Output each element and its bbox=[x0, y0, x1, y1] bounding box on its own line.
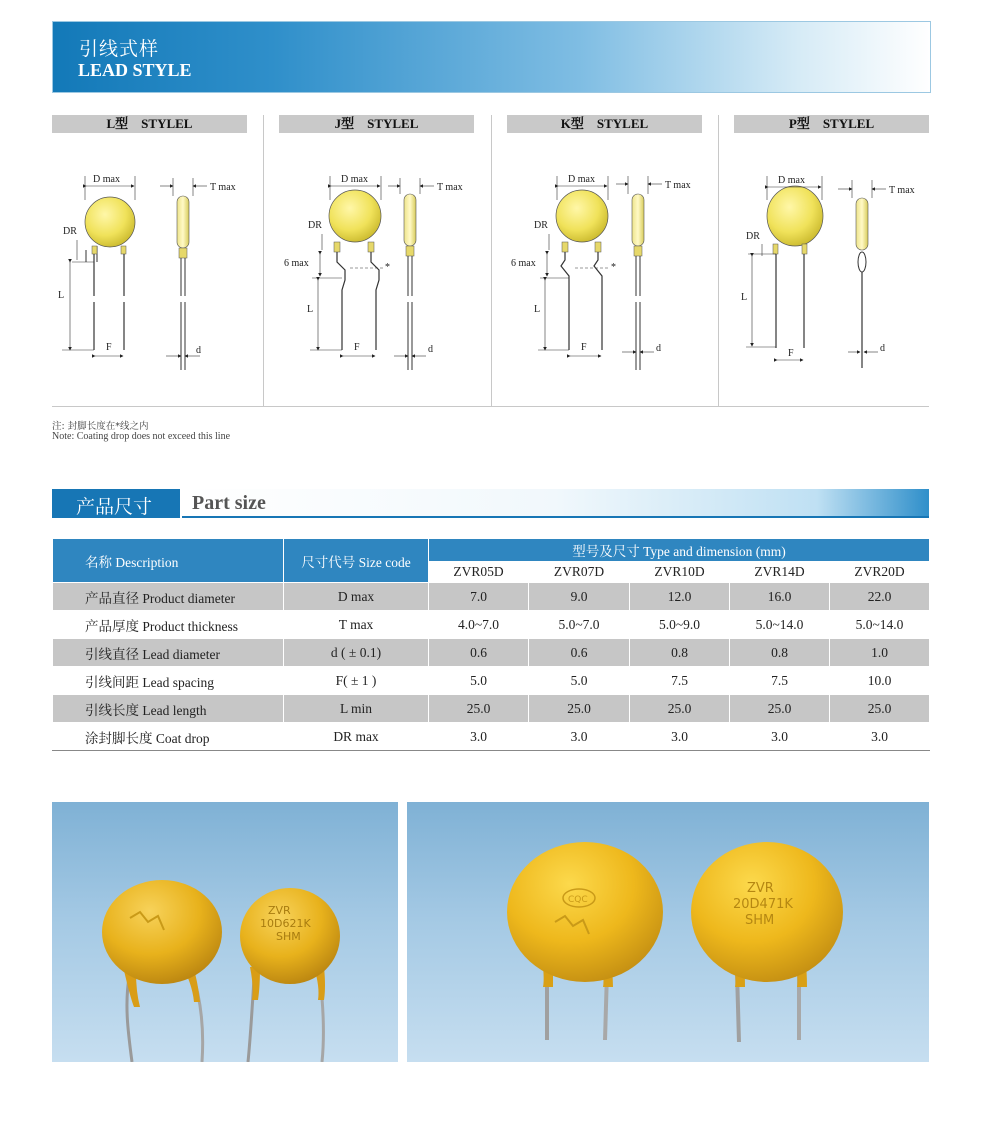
table-cell: 0.8 bbox=[730, 639, 830, 667]
lead-style-diagrams bbox=[0, 0, 1000, 410]
table-cell: 0.6 bbox=[429, 639, 529, 667]
row-description: 产品直径 Product diameter bbox=[53, 583, 284, 611]
model-header: ZVR20D bbox=[830, 562, 930, 583]
part-size-title-cn: 产品尺寸 bbox=[76, 496, 153, 518]
part-size-banner-left bbox=[52, 489, 180, 518]
label-t-max: T max bbox=[889, 185, 915, 196]
part-size-banner-right bbox=[182, 489, 929, 518]
part-size-table bbox=[52, 538, 930, 751]
row-code: D max bbox=[284, 583, 429, 611]
diagram-p-style bbox=[741, 175, 915, 368]
style-label-p: P型 STYLEL bbox=[734, 115, 929, 133]
marking-line: 20D471K bbox=[733, 897, 793, 912]
diagram-k-style bbox=[511, 174, 691, 370]
label-t-max: T max bbox=[210, 182, 236, 193]
row-description: 涂封脚长度 Coat drop bbox=[53, 723, 284, 751]
label-dr: DR bbox=[534, 220, 548, 231]
table-cell: 25.0 bbox=[830, 695, 930, 723]
label-star: * bbox=[611, 262, 616, 273]
table-cell: 7.5 bbox=[730, 667, 830, 695]
table-cell: 22.0 bbox=[830, 583, 930, 611]
diagram-l-style bbox=[58, 174, 236, 370]
row-code: F( ± 1 ) bbox=[284, 667, 429, 695]
table-cell: 3.0 bbox=[529, 723, 630, 751]
marking-line: 10D621K bbox=[260, 917, 311, 930]
header-description: 名称 Description bbox=[53, 539, 284, 583]
table-cell: 5.0~9.0 bbox=[630, 611, 730, 639]
label-d: d bbox=[428, 344, 433, 355]
label-d-max: D max bbox=[93, 174, 120, 185]
table-cell: 7.5 bbox=[630, 667, 730, 695]
label-dr: DR bbox=[746, 231, 760, 242]
part-size-title-en: Part size bbox=[192, 492, 266, 514]
style-label-l: L型 STYLEL bbox=[52, 115, 247, 133]
table-cell: 25.0 bbox=[730, 695, 830, 723]
label-d-max: D max bbox=[341, 174, 368, 185]
note-en: Note: Coating drop does not exceed this line bbox=[52, 431, 231, 442]
header-size-code: 尺寸代号 Size code bbox=[284, 539, 429, 583]
table-cell: 5.0 bbox=[429, 667, 529, 695]
table-cell: 5.0~7.0 bbox=[529, 611, 630, 639]
row-code: d ( ± 0.1) bbox=[284, 639, 429, 667]
product-photo-left bbox=[52, 802, 398, 1062]
marking-line: ZVR bbox=[268, 904, 291, 917]
label-f: F bbox=[354, 342, 360, 353]
label-t-max: T max bbox=[665, 180, 691, 191]
part-size-banner bbox=[52, 489, 929, 518]
label-d-max: D max bbox=[778, 175, 805, 186]
table-row bbox=[53, 639, 930, 667]
table-cell: 25.0 bbox=[630, 695, 730, 723]
lead-style-title-cn: 引线式样 bbox=[79, 38, 160, 60]
label-star: * bbox=[385, 262, 390, 273]
label-l: L bbox=[307, 304, 314, 315]
row-description: 产品厚度 Product thickness bbox=[53, 611, 284, 639]
table-cell: 4.0~7.0 bbox=[429, 611, 529, 639]
cert-mark: CQC bbox=[568, 895, 588, 905]
table-cell: 3.0 bbox=[830, 723, 930, 751]
table-row bbox=[53, 611, 930, 639]
row-description: 引线长度 Lead length bbox=[53, 695, 284, 723]
table-row bbox=[53, 723, 930, 751]
label-d: d bbox=[196, 345, 201, 356]
note-cn: 注: 封脚长度在*线之内 bbox=[52, 421, 149, 432]
model-header: ZVR05D bbox=[429, 562, 529, 583]
table-cell: 16.0 bbox=[730, 583, 830, 611]
table-cell: 0.8 bbox=[630, 639, 730, 667]
label-d: d bbox=[880, 343, 885, 354]
style-label-j: J型 STYLEL bbox=[279, 115, 474, 133]
table-row bbox=[53, 695, 930, 723]
table-cell: 5.0 bbox=[529, 667, 630, 695]
label-t-max: T max bbox=[437, 182, 463, 193]
label-l: L bbox=[534, 304, 541, 315]
product-photo-right bbox=[407, 802, 929, 1062]
row-code: T max bbox=[284, 611, 429, 639]
marking-line: SHM bbox=[276, 930, 301, 943]
label-f: F bbox=[788, 348, 794, 359]
diagram-j-style bbox=[284, 174, 463, 370]
varistor-disk bbox=[691, 842, 843, 982]
model-header: ZVR14D bbox=[730, 562, 830, 583]
label-dr: DR bbox=[308, 220, 322, 231]
table-cell: 9.0 bbox=[529, 583, 630, 611]
label-d-max: D max bbox=[568, 174, 595, 185]
header-type-dimension: 型号及尺寸 Type and dimension (mm) bbox=[429, 539, 930, 562]
marking-line: SHM bbox=[745, 913, 775, 928]
table-cell: 0.6 bbox=[529, 639, 630, 667]
style-label-k: K型 STYLEL bbox=[507, 115, 702, 133]
label-d: d bbox=[656, 343, 661, 354]
model-header: ZVR10D bbox=[630, 562, 730, 583]
label-6-max: 6 max bbox=[284, 258, 309, 269]
marking-line: ZVR bbox=[747, 881, 774, 896]
row-code: L min bbox=[284, 695, 429, 723]
table-cell: 12.0 bbox=[630, 583, 730, 611]
table-cell: 10.0 bbox=[830, 667, 930, 695]
label-l: L bbox=[741, 292, 748, 303]
label-f: F bbox=[581, 342, 587, 353]
label-l: L bbox=[58, 290, 65, 301]
table-row bbox=[53, 667, 930, 695]
table-cell: 3.0 bbox=[630, 723, 730, 751]
varistor-disk bbox=[507, 842, 663, 982]
row-description: 引线直径 Lead diameter bbox=[53, 639, 284, 667]
model-header: ZVR07D bbox=[529, 562, 630, 583]
table-cell: 5.0~14.0 bbox=[830, 611, 930, 639]
table-cell: 1.0 bbox=[830, 639, 930, 667]
row-description: 引线间距 Lead spacing bbox=[53, 667, 284, 695]
table-cell: 3.0 bbox=[429, 723, 529, 751]
table-row bbox=[53, 583, 930, 611]
row-code: DR max bbox=[284, 723, 429, 751]
varistor-disk bbox=[102, 880, 222, 984]
label-dr: DR bbox=[63, 226, 77, 237]
table-cell: 7.0 bbox=[429, 583, 529, 611]
table-cell: 3.0 bbox=[730, 723, 830, 751]
table-cell: 25.0 bbox=[429, 695, 529, 723]
label-f: F bbox=[106, 342, 112, 353]
table-cell: 25.0 bbox=[529, 695, 630, 723]
table-cell: 5.0~14.0 bbox=[730, 611, 830, 639]
lead-style-title-en: LEAD STYLE bbox=[78, 60, 192, 80]
label-6-max: 6 max bbox=[511, 258, 536, 269]
